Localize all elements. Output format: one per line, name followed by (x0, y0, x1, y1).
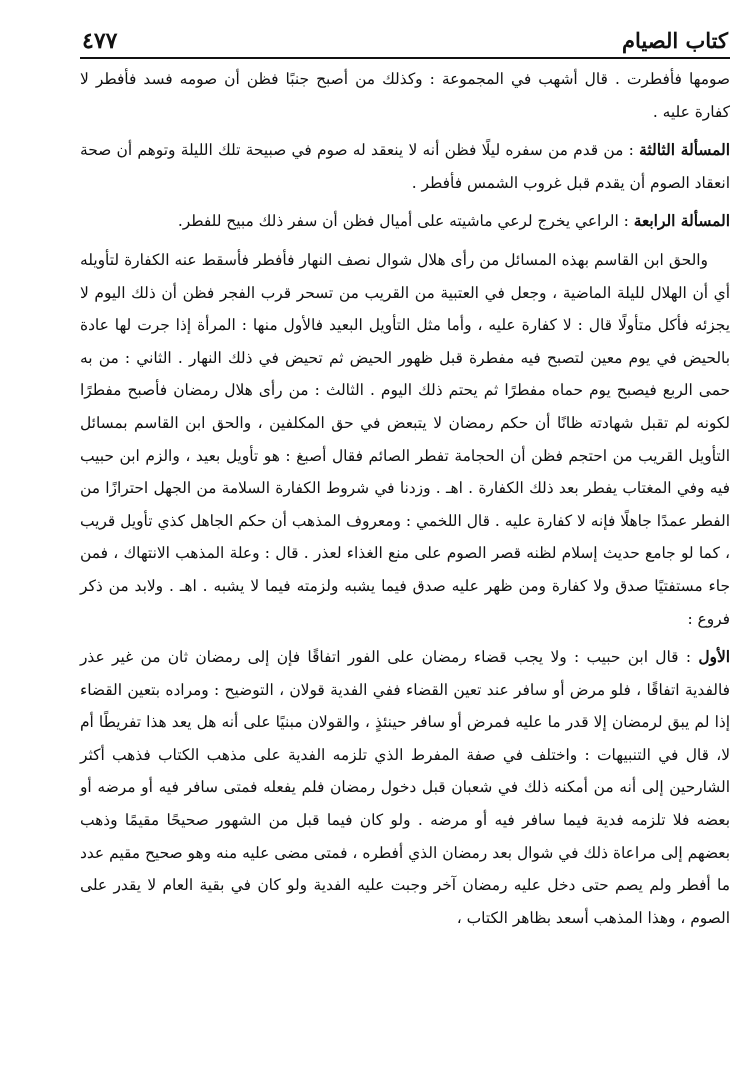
page-body (80, 63, 730, 934)
paragraph-text: : من قدم من سفره ليلًا فظن أنه لا ينعقد له صوم في صبيحة تلك الليلة وتوهم أن صحة انعقاد الصوم أن يقدم قبل غروب الشمس فأفطر . (80, 141, 730, 192)
paragraph-first-branch (80, 641, 730, 934)
paragraph-discussion (80, 244, 730, 635)
paragraph-heading: الأول (698, 648, 730, 667)
book-title: كتاب الصيام (622, 28, 728, 53)
paragraph-text: : قال ابن حبيب : ولا يجب قضاء رمضان على الفور اتفاقًا فإن إلى رمضان ثان من غير عذر فالفدية اتفاقًا ، فلو مرض أو سافر عند تعين القضاء ففي الفدية قولان ، التوضيح : ومراده بتعين القضاء إذا لم يبق لرمضان إلا قدر ما عليه فمرض أو سافر حينئذٍ ، والقولان مبنيًا على أنه هل يعد هذا تفريطًا أم لا، قال في التنبيهات : واختلف في صفة المفرط الذي تلزمه الفدية على مذهب الكتاب فذهب أكثر الشارحين إلى أنه من أمكنه ذلك في شعبان قبل دخول رمضان فلم يفعله فمتى سافر فيه أو مرضه أو بعضه فلا تلزمه فدية فيما سافر فيه أو مرضه . ولو كان فيما قبل من الشهور صحيحًا مقيمًا وذهب بعضهم إلى مراعاة ذلك في شوال بعد رمضان الذي أفطره ، فمتى مضى عليه منه وهو صحيح مقيم عدد ما أفطر ولم يصم حتى دخل عليه رمضان آخر وجبت عليه الفدية ولو كان في بقية العام لا يقدر على الصوم ، وهذا المذهب أسعد بظاهر الكتاب ، (80, 648, 730, 927)
paragraph-heading: المسألة الرابعة (633, 212, 730, 231)
paragraph-issue-three (80, 134, 730, 199)
book-page (80, 22, 730, 1062)
paragraph-text: صومها فأفطرت . قال أشهب في المجموعة : وكذلك من أصبح جنبًا فظن أن صومه فسد فأفطر لا كفارة عليه . (80, 70, 730, 121)
paragraph-continuation (80, 63, 730, 128)
paragraph-text: والحق ابن القاسم بهذه المسائل من رأى هلال شوال نصف النهار فأفطر فأسقط عنه الكفارة لتأويله أي أن الهلال لليلة الماضية ، وجعل في العتبية من القريب من تسحر قرب الفجر فظن أن ذلك اليوم لا يجزئه فأكل متأولًا قال : لا كفارة عليه ، وأما مثل التأويل البعيد فالأول منها : المرأة إذا جرت لها عادة بالحيض في يوم معين لتصبح فيه مفطرة قبل ظهور الحيض ثم تحيض في ذلك النهار . الثاني : من به حمى الربع فيصبح يوم حماه مفطرًا ثم يحتم ذلك اليوم . الثالث : من رأى هلال رمضان فأصبح مفطرًا لكونه لم تقبل شهادته ظانًا أن حكم رمضان لا يتبعض في حق المكلفين ، والحق ابن القاسم بمسائل التأويل القريب من احتجم فظن أن الحجامة تفطر الصائم فقال أصبغ : هو تأويل بعيد ، والزم ابن حبيب فيه وفي المغتاب يفطر بعد ذلك الكفارة . اهـ . وزدنا في شروط الكفارة السلامة من الجهل احترازًا من الفطر عمدًا جاهلًا فإنه لا كفارة عليه . قال اللخمي : ومعروف المذهب أن حكم الجاهل كذي تأويل قريب ، كما لو جامع حديث إسلام لظنه قصر الصوم على منع الغذاء لعذر . قال : وعلة المذهب الانتهاك ، فمن جاء مستفتيًا صدق ولا كفارة ومن ظهر عليه صدق فيما يشبه ولزمته فيما لا يشبه . اهـ . ولابد من ذكر فروع : (80, 250, 730, 628)
paragraph-issue-four (80, 205, 730, 238)
running-header (80, 22, 730, 59)
page-number: ٤٧٧ (82, 28, 118, 54)
paragraph-text: : الراعي يخرج لرعي ماشيته على أميال فظن أن سفر ذلك مبيح للفطر. (177, 212, 634, 231)
paragraph-heading: المسألة الثالثة (639, 141, 730, 160)
